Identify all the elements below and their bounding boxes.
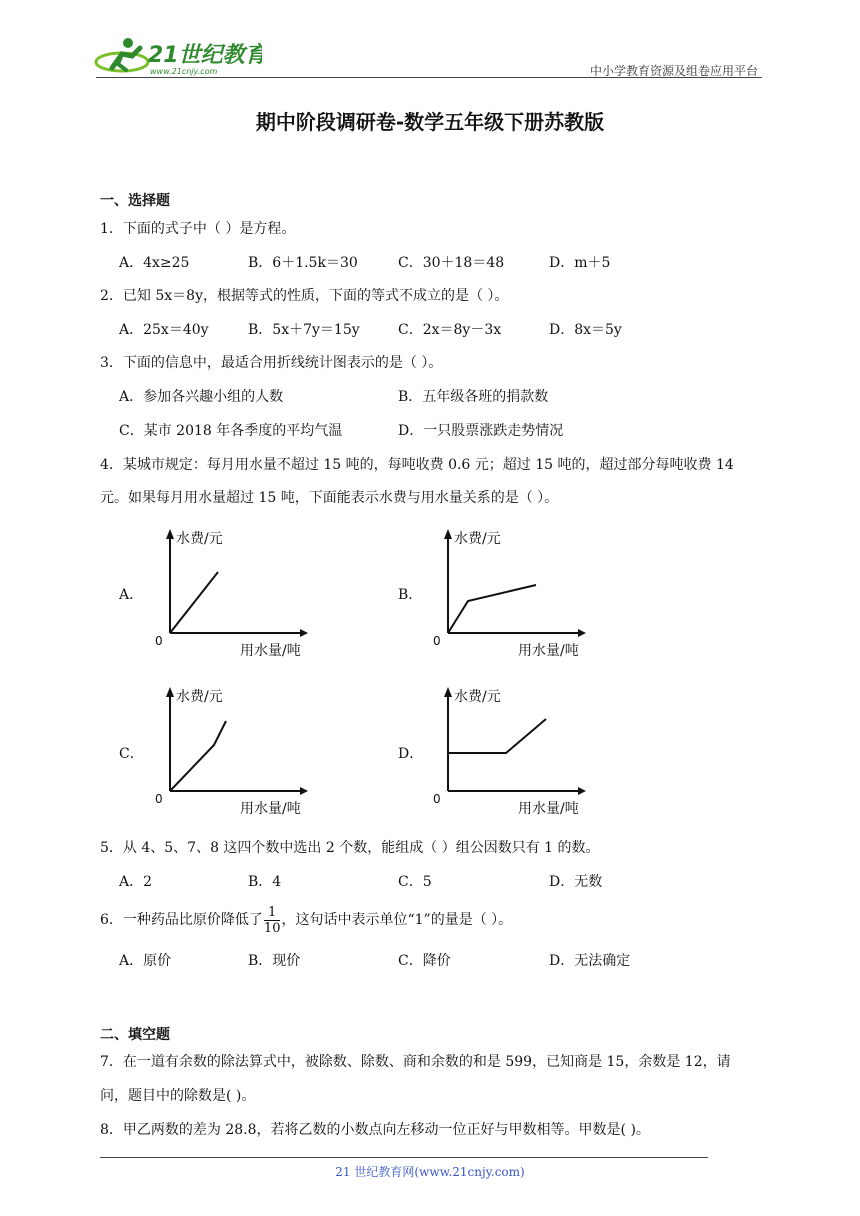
q6-text-before: 6．一种药品比原价降低了 <box>100 912 263 928</box>
question-7-line-2: 问，题目中的除数是( )。 <box>100 1088 256 1104</box>
svg-text:0: 0 <box>433 792 441 806</box>
q2-option-a: A．25x＝40y <box>119 322 209 338</box>
q5-option-c: C．5 <box>398 874 432 890</box>
q5-option-d: D．无数 <box>549 874 603 890</box>
question-5: 5．从 4、5、7、8 这四个数中选出 2 个数，能组成（ ）组公因数只有 1 的数。 <box>100 840 600 856</box>
graph-option-d <box>428 683 588 819</box>
svg-text:0: 0 <box>155 634 163 648</box>
question-6 <box>100 903 512 937</box>
svg-text:水费/元: 水费/元 <box>454 531 501 547</box>
question-7-line-1: 7．在一道有余数的除法算式中，被除数、除数、商和余数的和是 599，已知商是 15，余数是 12，请 <box>100 1054 731 1070</box>
question-4-line-1: 4．某城市规定：每月用水量不超过 15 吨的，每吨收费 0.6 元；超过 15 吨的，超过部分每吨收费 14 <box>100 457 734 473</box>
svg-text:www.21cnjy.com: www.21cnjy.com <box>150 67 218 76</box>
page-title: 期中阶段调研卷-数学五年级下册苏教版 <box>255 110 605 134</box>
section-heading-choice: 一、选择题 <box>100 193 170 209</box>
q1-option-c: C．30＋18＝48 <box>398 255 505 271</box>
q6-option-d: D．无法确定 <box>549 953 631 969</box>
svg-text:用水量/吨: 用水量/吨 <box>518 801 579 817</box>
q2-option-c: C．2x＝8y－3x <box>398 322 502 338</box>
graph-option-a <box>150 525 310 661</box>
graph-d-line <box>448 719 546 753</box>
footer-divider <box>100 1157 708 1158</box>
header-platform-text: 中小学教育资源及组卷应用平台 <box>589 64 758 78</box>
site-logo <box>92 34 262 78</box>
question-1: 1．下面的式子中（ ）是方程。 <box>100 221 296 237</box>
header-divider <box>96 77 762 78</box>
svg-text:用水量/吨: 用水量/吨 <box>240 801 301 817</box>
graph-option-b <box>428 525 588 661</box>
graph-c-line <box>170 721 226 791</box>
q5-option-a: A．2 <box>119 874 153 890</box>
q3-option-b: B．五年级各班的捐款数 <box>398 389 549 405</box>
q4-option-a-label: A． <box>119 587 144 603</box>
question-4-line-2: 元。如果每月用水量超过 15 吨，下面能表示水费与用水量关系的是（ ）。 <box>100 490 559 506</box>
graph-b-line <box>448 585 536 633</box>
q6-option-b: B．现价 <box>248 953 301 969</box>
svg-text:水费/元: 水费/元 <box>176 531 223 547</box>
q6-option-a: A．原价 <box>119 953 172 969</box>
question-2: 2．已知 5x＝8y，根据等式的性质，下面的等式不成立的是（ ）。 <box>100 288 509 304</box>
svg-text:21世纪教育: 21世纪教育 <box>148 43 262 68</box>
svg-text:用水量/吨: 用水量/吨 <box>240 643 301 659</box>
svg-text:0: 0 <box>155 792 163 806</box>
q4-option-d-label: D． <box>398 746 424 762</box>
q2-option-b: B．5x＋7y＝15y <box>248 322 360 338</box>
q6-fraction: $\frac{1}{10}$ <box>263 904 281 936</box>
graph-a-line <box>170 572 218 633</box>
q4-option-c-label: C． <box>119 746 144 762</box>
q1-option-a: A．4x≥25 <box>119 255 190 271</box>
q1-option-d: D．m＋5 <box>549 255 611 271</box>
q2-option-d: D．8x＝5y <box>549 322 622 338</box>
q5-option-b: B．4 <box>248 874 282 890</box>
footer-link[interactable]: 21 世纪教育网(www.21cnjy.com) <box>335 1165 525 1179</box>
q6-option-c: C．降价 <box>398 953 451 969</box>
q1-option-b: B．6＋1.5k＝30 <box>248 255 358 271</box>
runner-logo-icon <box>92 34 262 78</box>
svg-text:水费/元: 水费/元 <box>454 689 501 705</box>
svg-text:用水量/吨: 用水量/吨 <box>518 643 579 659</box>
graph-option-c <box>150 683 310 819</box>
svg-text:0: 0 <box>433 634 441 648</box>
section-heading-fill: 二、填空题 <box>100 1027 170 1043</box>
q6-text-after: ，这句话中表示单位“1”的量是（ ）。 <box>281 912 513 928</box>
q4-option-b-label: B． <box>398 587 423 603</box>
question-3: 3．下面的信息中，最适合用折线统计图表示的是（ ）。 <box>100 355 443 371</box>
q3-option-d: D．一只股票涨跌走势情况 <box>398 423 564 439</box>
q3-option-c: C．某市 2018 年各季度的平均气温 <box>119 423 343 439</box>
svg-text:水费/元: 水费/元 <box>176 689 223 705</box>
question-8: 8．甲乙两数的差为 28.8，若将乙数的小数点向左移动一位正好与甲数相等。甲数是( )。 <box>100 1122 650 1138</box>
q3-option-a: A．参加各兴趣小组的人数 <box>119 389 284 405</box>
